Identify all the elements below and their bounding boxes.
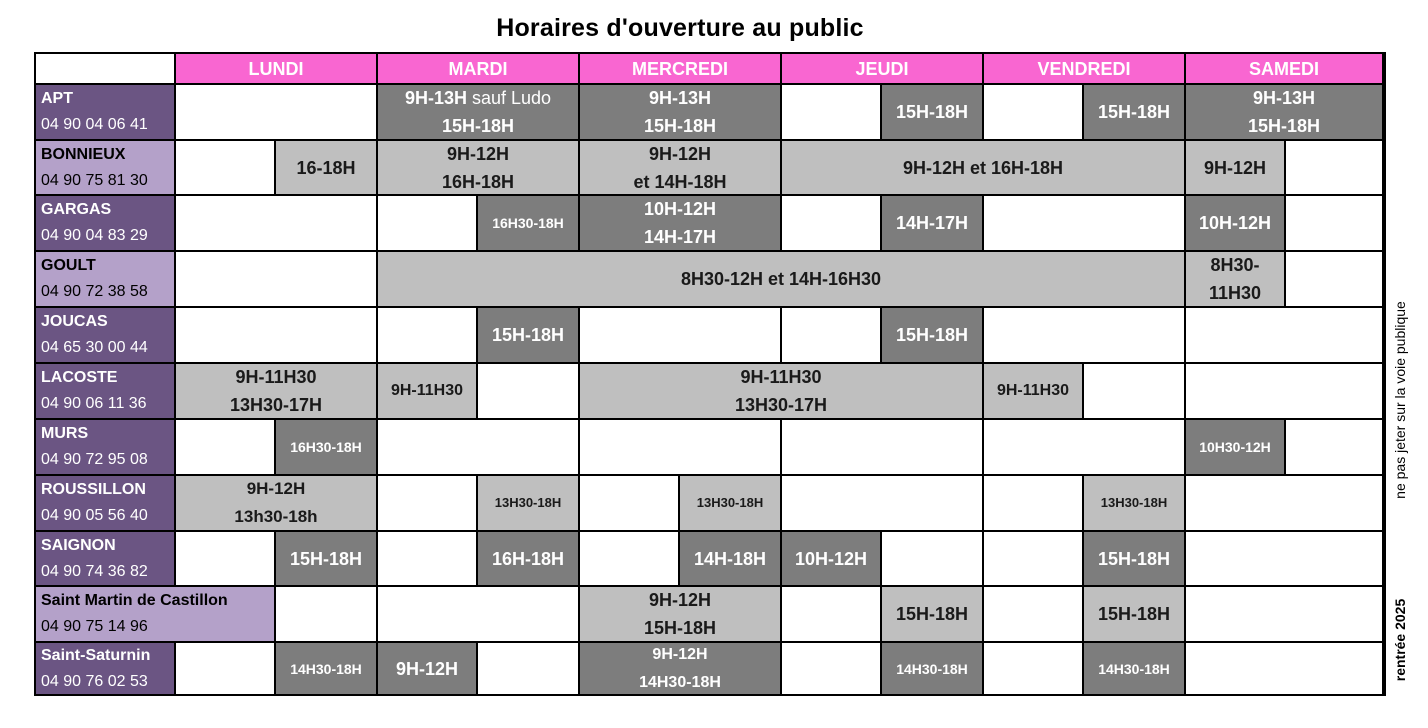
time-slot bbox=[1084, 85, 1186, 141]
time-slot-line: 14H-17H bbox=[895, 213, 969, 233]
time-slot bbox=[580, 587, 782, 643]
empty-slot bbox=[782, 308, 882, 364]
time-slot bbox=[1084, 643, 1186, 696]
empty-slot bbox=[1286, 252, 1384, 308]
time-slot bbox=[1186, 196, 1286, 252]
commune-cell bbox=[36, 587, 276, 643]
time-slot-line: 9H-12H bbox=[1203, 157, 1267, 178]
commune-name: ROUSSILLON bbox=[41, 481, 146, 498]
time-slot-line: 9H-12H bbox=[652, 645, 708, 663]
empty-slot bbox=[984, 643, 1084, 696]
day-header-label: SAMEDI bbox=[1248, 58, 1319, 79]
time-slot bbox=[882, 587, 984, 643]
commune-cell bbox=[36, 364, 176, 420]
time-slot bbox=[1186, 85, 1384, 141]
commune-cell bbox=[36, 85, 176, 141]
time-slot bbox=[176, 364, 378, 420]
empty-slot bbox=[1186, 587, 1384, 643]
empty-slot bbox=[1286, 196, 1384, 252]
empty-slot bbox=[782, 587, 882, 643]
time-slot bbox=[580, 85, 782, 141]
time-slot-line: 16H-18H bbox=[441, 171, 515, 192]
time-slot bbox=[378, 364, 478, 420]
empty-slot bbox=[984, 85, 1084, 141]
time-slot-line: 13h30-18h bbox=[234, 507, 318, 526]
time-slot-line: 15H-18H bbox=[643, 116, 717, 136]
commune-phone: 04 90 04 06 41 bbox=[41, 116, 148, 133]
time-slot bbox=[1186, 141, 1286, 196]
commune-cell bbox=[36, 420, 176, 476]
empty-slot bbox=[1084, 364, 1186, 420]
time-slot bbox=[882, 643, 984, 696]
commune-name: LACOSTE bbox=[41, 369, 118, 386]
empty-slot bbox=[984, 476, 1084, 532]
empty-slot bbox=[984, 532, 1084, 587]
time-slot-line: 10H-12H bbox=[643, 199, 717, 219]
time-slot-line: 8H30-12H et 14H-16H30 bbox=[680, 269, 882, 289]
commune-cell bbox=[36, 308, 176, 364]
empty-slot bbox=[782, 476, 984, 532]
commune-cell bbox=[36, 532, 176, 587]
commune-phone: 04 90 76 02 53 bbox=[41, 672, 148, 690]
time-slot bbox=[276, 643, 378, 696]
commune-name: MURS bbox=[41, 425, 89, 442]
day-header-label: JEUDI bbox=[855, 58, 909, 79]
commune-name: Saint-Saturnin bbox=[41, 646, 151, 664]
empty-slot bbox=[1186, 643, 1384, 696]
commune-name: SAIGNON bbox=[41, 536, 116, 554]
empty-slot bbox=[176, 141, 276, 196]
empty-slot bbox=[984, 420, 1186, 476]
time-slot-line: 14H30-18H bbox=[290, 660, 362, 677]
day-header-vendredi bbox=[984, 54, 1186, 85]
side-note-text: ne pas jeter sur la voie publique bbox=[1392, 301, 1408, 499]
time-slot bbox=[1084, 476, 1186, 532]
empty-slot bbox=[782, 85, 882, 141]
time-slot bbox=[580, 643, 782, 696]
day-header-label: LUNDI bbox=[248, 58, 304, 79]
commune-phone: 04 90 04 83 29 bbox=[41, 227, 148, 244]
page-title: Horaires d'ouverture au public bbox=[496, 14, 864, 42]
time-slot bbox=[1186, 420, 1286, 476]
day-header-label: VENDREDI bbox=[1037, 58, 1131, 79]
empty-slot bbox=[984, 587, 1084, 643]
empty-slot bbox=[378, 476, 478, 532]
time-slot bbox=[378, 141, 580, 196]
time-slot-line: 14H-17H bbox=[643, 227, 717, 247]
time-slot-line: 8H30- bbox=[1210, 255, 1260, 275]
time-slot-line: 9H-11H30 bbox=[740, 367, 822, 387]
commune-name: GOULT bbox=[41, 257, 96, 274]
commune-cell bbox=[36, 476, 176, 532]
time-slot-line: 15H-18H bbox=[895, 102, 969, 122]
empty-slot bbox=[882, 532, 984, 587]
empty-slot bbox=[378, 196, 478, 252]
time-slot-line: 9H-11H30 bbox=[235, 367, 317, 387]
time-slot bbox=[1084, 587, 1186, 643]
empty-slot bbox=[580, 420, 782, 476]
commune-cell bbox=[36, 643, 176, 696]
time-slot-line: 9H-11H30 bbox=[390, 382, 464, 399]
commune-name: GARGAS bbox=[41, 201, 112, 218]
time-slot bbox=[478, 308, 580, 364]
empty-slot bbox=[478, 643, 580, 696]
empty-slot bbox=[176, 308, 378, 364]
time-slot-line: 9H-11H30 bbox=[996, 382, 1070, 399]
day-header-samedi bbox=[1186, 54, 1384, 85]
time-slot-line: 15H-18H bbox=[1097, 102, 1171, 122]
time-slot-line: 15H-18H bbox=[895, 604, 969, 624]
time-slot-line: 9H-13H bbox=[1252, 88, 1316, 108]
time-slot bbox=[782, 141, 1186, 196]
time-slot-line: 15H-18H bbox=[289, 548, 363, 569]
time-slot bbox=[580, 141, 782, 196]
empty-slot bbox=[378, 420, 580, 476]
empty-slot bbox=[782, 420, 984, 476]
day-header-lundi bbox=[176, 54, 378, 85]
empty-slot bbox=[478, 364, 580, 420]
empty-slot bbox=[176, 420, 276, 476]
empty-slot bbox=[176, 643, 276, 696]
time-slot bbox=[580, 196, 782, 252]
time-slot-line: 16H-18H bbox=[491, 548, 565, 569]
time-slot-line: 11H30 bbox=[1208, 283, 1262, 303]
time-slot bbox=[882, 308, 984, 364]
empty-slot bbox=[782, 643, 882, 696]
commune-phone: 04 90 05 56 40 bbox=[41, 507, 148, 524]
time-slot bbox=[782, 532, 882, 587]
commune-phone: 04 90 72 38 58 bbox=[41, 283, 148, 300]
time-slot bbox=[882, 85, 984, 141]
commune-phone: 04 90 75 81 30 bbox=[41, 171, 148, 189]
time-slot-line: 15H-18H bbox=[491, 325, 565, 345]
commune-phone: 04 65 30 00 44 bbox=[41, 339, 148, 356]
time-slot-line: 15H-18H bbox=[643, 618, 717, 638]
time-slot-line: 9H-13H sauf Ludo bbox=[404, 88, 552, 108]
empty-slot bbox=[1186, 364, 1384, 420]
empty-slot bbox=[580, 308, 782, 364]
time-slot bbox=[478, 196, 580, 252]
time-slot bbox=[378, 643, 478, 696]
time-slot bbox=[1186, 252, 1286, 308]
empty-slot bbox=[580, 532, 680, 587]
empty-slot bbox=[1186, 532, 1384, 587]
day-header-jeudi bbox=[782, 54, 984, 85]
time-slot bbox=[882, 196, 984, 252]
time-slot bbox=[1084, 532, 1186, 587]
time-slot-line: 9H-12H bbox=[246, 479, 306, 498]
empty-slot bbox=[984, 308, 1186, 364]
commune-name: Saint Martin de Castillon bbox=[41, 592, 228, 609]
commune-cell bbox=[36, 252, 176, 308]
commune-phone: 04 90 06 11 36 bbox=[41, 395, 147, 412]
empty-slot bbox=[580, 476, 680, 532]
time-slot bbox=[276, 532, 378, 587]
side-year-text: rentrée 2025 bbox=[1392, 598, 1408, 682]
empty-slot bbox=[782, 196, 882, 252]
empty-slot bbox=[1186, 308, 1384, 364]
time-slot bbox=[680, 476, 782, 532]
day-header-label: MARDI bbox=[448, 58, 508, 79]
empty-slot bbox=[1286, 141, 1384, 196]
time-slot-line: 14H30-18H bbox=[1098, 660, 1170, 677]
empty-slot bbox=[1186, 476, 1384, 532]
time-slot-line: 14H-18H bbox=[693, 548, 767, 569]
commune-name: APT bbox=[41, 90, 73, 107]
commune-cell bbox=[36, 196, 176, 252]
time-slot-line: 13H30-17H bbox=[734, 395, 828, 415]
day-header-mercredi bbox=[580, 54, 782, 85]
commune-name: JOUCAS bbox=[41, 313, 108, 330]
time-slot-line: 14H30-18H bbox=[896, 660, 968, 677]
time-slot-line: 14H30-18H bbox=[639, 673, 721, 691]
day-header-label: MERCREDI bbox=[631, 58, 728, 79]
commune-cell bbox=[36, 141, 176, 196]
time-slot bbox=[478, 476, 580, 532]
time-slot-line: 13H30-18H bbox=[1100, 495, 1168, 510]
time-slot bbox=[680, 532, 782, 587]
time-slot-line: 13H30-18H bbox=[494, 495, 562, 510]
time-slot bbox=[378, 252, 1186, 308]
time-slot-line: 16H30-18H bbox=[492, 215, 564, 231]
time-slot-line: 15H-18H bbox=[1097, 604, 1171, 624]
time-slot-line: 15H-18H bbox=[441, 116, 515, 136]
time-slot-line: 15H-18H bbox=[895, 325, 969, 345]
day-header-mardi bbox=[378, 54, 580, 85]
time-slot bbox=[176, 476, 378, 532]
time-slot-line: 9H-13H bbox=[648, 88, 712, 108]
time-slot-line: 9H-12H bbox=[446, 143, 510, 164]
time-slot-line: 16H30-18H bbox=[290, 439, 362, 455]
empty-slot bbox=[378, 532, 478, 587]
time-slot-line: 9H-12H bbox=[648, 143, 712, 164]
time-slot-line: 9H-12H et 16H-18H bbox=[902, 157, 1064, 178]
empty-slot bbox=[176, 252, 378, 308]
time-slot-line: 15H-18H bbox=[1097, 548, 1171, 569]
schedule-table bbox=[34, 52, 1386, 696]
commune-phone: 04 90 75 14 96 bbox=[41, 618, 148, 635]
time-slot-line: 16-18H bbox=[296, 157, 356, 178]
time-slot-line: 10H-12H bbox=[794, 548, 868, 569]
empty-slot bbox=[1286, 420, 1384, 476]
empty-slot bbox=[378, 587, 580, 643]
time-slot-line: et 14H-18H bbox=[633, 171, 727, 192]
commune-phone: 04 90 74 36 82 bbox=[41, 562, 148, 580]
time-slot-line: 9H-12H bbox=[395, 658, 459, 679]
empty-slot bbox=[176, 196, 378, 252]
table-corner bbox=[36, 54, 176, 85]
time-slot bbox=[478, 532, 580, 587]
time-slot bbox=[580, 364, 984, 420]
time-slot bbox=[984, 364, 1084, 420]
time-slot bbox=[378, 85, 580, 141]
time-slot-line: 9H-12H bbox=[648, 590, 712, 610]
commune-phone: 04 90 72 95 08 bbox=[41, 451, 148, 468]
time-slot bbox=[276, 420, 378, 476]
time-slot bbox=[276, 141, 378, 196]
time-slot-line: 15H-18H bbox=[1247, 116, 1321, 136]
commune-name: BONNIEUX bbox=[41, 145, 126, 163]
time-slot-line: 13H30-17H bbox=[229, 395, 323, 415]
time-slot-line: 13H30-18H bbox=[696, 495, 764, 510]
empty-slot bbox=[984, 196, 1186, 252]
time-slot-line: 10H-12H bbox=[1198, 213, 1272, 233]
time-slot-line: 10H30-12H bbox=[1199, 439, 1271, 455]
empty-slot bbox=[378, 308, 478, 364]
empty-slot bbox=[176, 532, 276, 587]
empty-slot bbox=[276, 587, 378, 643]
empty-slot bbox=[176, 85, 378, 141]
